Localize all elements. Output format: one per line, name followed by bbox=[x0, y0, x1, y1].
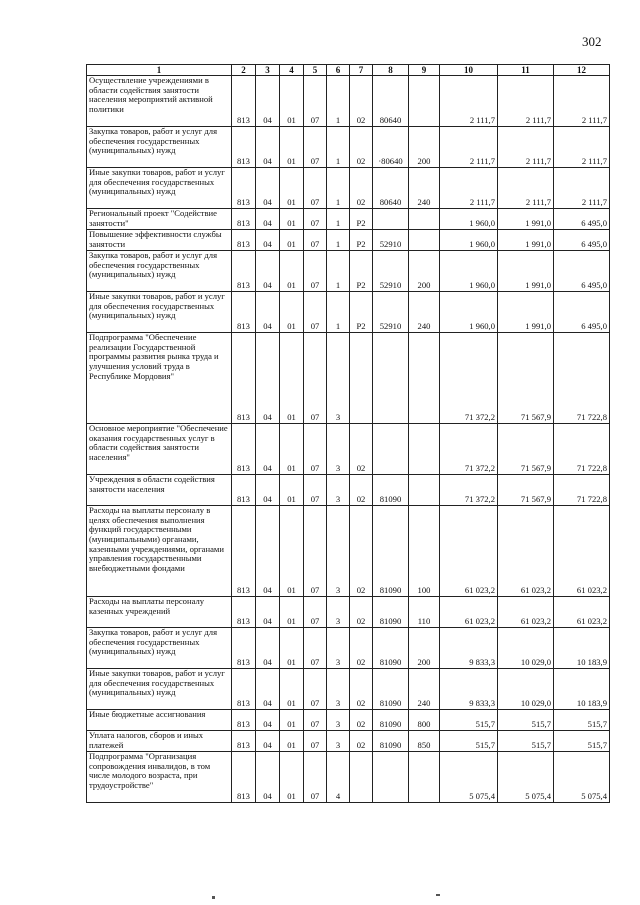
header-cell: 10 bbox=[440, 65, 498, 76]
row-value-cell: 01 bbox=[280, 710, 304, 731]
row-value-cell: 01 bbox=[280, 209, 304, 230]
row-value-cell: 2 111,7 bbox=[498, 76, 554, 127]
row-value-cell: 2 111,7 bbox=[440, 76, 498, 127]
row-value-cell: 07 bbox=[304, 731, 327, 752]
row-name-cell: Закупка товаров, работ и услуг для обеспечения государственных (муниципальных) нужд bbox=[87, 628, 232, 669]
row-value-cell: P2 bbox=[350, 209, 373, 230]
row-value-cell: 01 bbox=[280, 731, 304, 752]
row-value-cell: P2 bbox=[350, 292, 373, 333]
row-value-cell bbox=[409, 76, 440, 127]
row-value-cell: 3 bbox=[327, 424, 350, 475]
row-value-cell: 61 023,2 bbox=[440, 506, 498, 597]
row-value-cell: 3 bbox=[327, 506, 350, 597]
table-row bbox=[87, 506, 610, 597]
row-value-cell: 10 183,9 bbox=[554, 628, 610, 669]
row-value-cell: 1 bbox=[327, 230, 350, 251]
row-value-cell: 813 bbox=[232, 76, 256, 127]
row-value-cell: 800 bbox=[409, 710, 440, 731]
row-value-cell: 240 bbox=[409, 669, 440, 710]
row-value-cell: 81090 bbox=[373, 731, 409, 752]
row-value-cell: 61 023,2 bbox=[498, 597, 554, 628]
table-row bbox=[87, 230, 610, 251]
row-value-cell: 01 bbox=[280, 230, 304, 251]
row-value-cell: 81090 bbox=[373, 669, 409, 710]
row-value-cell: 04 bbox=[256, 475, 280, 506]
row-value-cell: 3 bbox=[327, 333, 350, 424]
row-value-cell: 2 111,7 bbox=[554, 127, 610, 168]
table-row bbox=[87, 710, 610, 731]
row-name-cell: Закупка товаров, работ и услуг для обеспечения государственных (муниципальных) нужд bbox=[87, 127, 232, 168]
header-cell: 8 bbox=[373, 65, 409, 76]
table-header-row bbox=[87, 65, 610, 76]
row-value-cell bbox=[350, 333, 373, 424]
row-value-cell: 515,7 bbox=[440, 710, 498, 731]
row-value-cell: 1 960,0 bbox=[440, 209, 498, 230]
row-value-cell: 100 bbox=[409, 506, 440, 597]
row-value-cell: 1 bbox=[327, 76, 350, 127]
row-value-cell: 61 023,2 bbox=[554, 597, 610, 628]
row-value-cell: 01 bbox=[280, 669, 304, 710]
row-value-cell: 6 495,0 bbox=[554, 251, 610, 292]
row-value-cell: 200 bbox=[409, 628, 440, 669]
row-value-cell bbox=[373, 424, 409, 475]
row-name-cell: Повышение эффективности службы занятости bbox=[87, 230, 232, 251]
header-cell: 7 bbox=[350, 65, 373, 76]
row-value-cell: 01 bbox=[280, 597, 304, 628]
row-name-cell: Уплата налогов, сборов и иных платежей bbox=[87, 731, 232, 752]
row-name-cell: Иные закупки товаров, работ и услуг для обеспечения государственных (муниципальных) нужд bbox=[87, 168, 232, 209]
row-value-cell: 813 bbox=[232, 292, 256, 333]
budget-table bbox=[86, 64, 610, 803]
table-row bbox=[87, 251, 610, 292]
header-cell: 5 bbox=[304, 65, 327, 76]
row-value-cell: 2 111,7 bbox=[440, 168, 498, 209]
row-value-cell: 07 bbox=[304, 710, 327, 731]
row-value-cell: 3 bbox=[327, 731, 350, 752]
header-cell: 9 bbox=[409, 65, 440, 76]
row-value-cell: 80640 bbox=[373, 76, 409, 127]
header-cell: 4 bbox=[280, 65, 304, 76]
row-value-cell: 3 bbox=[327, 597, 350, 628]
row-value-cell: 850 bbox=[409, 731, 440, 752]
row-value-cell: 3 bbox=[327, 475, 350, 506]
row-value-cell: 04 bbox=[256, 292, 280, 333]
table-row bbox=[87, 127, 610, 168]
header-cell: 6 bbox=[327, 65, 350, 76]
row-value-cell: 200 bbox=[409, 127, 440, 168]
header-cell: 1 bbox=[87, 65, 232, 76]
row-value-cell: 2 111,7 bbox=[498, 168, 554, 209]
row-value-cell: 813 bbox=[232, 669, 256, 710]
header-cell: 12 bbox=[554, 65, 610, 76]
row-value-cell: 04 bbox=[256, 597, 280, 628]
row-value-cell: ·80640 bbox=[373, 127, 409, 168]
row-value-cell bbox=[409, 230, 440, 251]
row-value-cell: 3 bbox=[327, 628, 350, 669]
row-value-cell: 813 bbox=[232, 597, 256, 628]
row-value-cell: 1 960,0 bbox=[440, 292, 498, 333]
row-value-cell: 1 bbox=[327, 251, 350, 292]
table-row bbox=[87, 731, 610, 752]
row-value-cell: 5 075,4 bbox=[440, 752, 498, 803]
row-value-cell: 07 bbox=[304, 230, 327, 251]
row-value-cell: 71 567,9 bbox=[498, 333, 554, 424]
row-value-cell: 04 bbox=[256, 209, 280, 230]
header-cell: 3 bbox=[256, 65, 280, 76]
row-name-cell: Иные бюджетные ассигнования bbox=[87, 710, 232, 731]
row-value-cell: 52910 bbox=[373, 292, 409, 333]
row-value-cell: 515,7 bbox=[498, 710, 554, 731]
table-row bbox=[87, 628, 610, 669]
row-value-cell: 01 bbox=[280, 251, 304, 292]
row-name-cell: Иные закупки товаров, работ и услуг для обеспечения государственных (муниципальных) нужд bbox=[87, 669, 232, 710]
row-value-cell: 1 bbox=[327, 127, 350, 168]
row-value-cell: 515,7 bbox=[498, 731, 554, 752]
row-value-cell: 07 bbox=[304, 333, 327, 424]
row-value-cell: 71 372,2 bbox=[440, 475, 498, 506]
row-value-cell: 04 bbox=[256, 127, 280, 168]
row-value-cell: 04 bbox=[256, 731, 280, 752]
table-row bbox=[87, 168, 610, 209]
header-cell: 11 bbox=[498, 65, 554, 76]
row-value-cell: 813 bbox=[232, 731, 256, 752]
row-value-cell: 1 991,0 bbox=[498, 292, 554, 333]
row-value-cell: 02 bbox=[350, 475, 373, 506]
row-value-cell: 01 bbox=[280, 127, 304, 168]
row-value-cell: 1 960,0 bbox=[440, 251, 498, 292]
row-value-cell: 2 111,7 bbox=[554, 76, 610, 127]
row-value-cell: 07 bbox=[304, 209, 327, 230]
table-row bbox=[87, 76, 610, 127]
row-value-cell: 61 023,2 bbox=[440, 597, 498, 628]
row-value-cell: 5 075,4 bbox=[498, 752, 554, 803]
row-value-cell: 240 bbox=[409, 292, 440, 333]
row-value-cell: 01 bbox=[280, 424, 304, 475]
row-value-cell: 2 111,7 bbox=[498, 127, 554, 168]
row-value-cell bbox=[373, 752, 409, 803]
row-value-cell: 813 bbox=[232, 628, 256, 669]
row-value-cell: 81090 bbox=[373, 475, 409, 506]
table-row bbox=[87, 209, 610, 230]
row-name-cell: Расходы на выплаты персоналу казенных учреждений bbox=[87, 597, 232, 628]
row-value-cell: 6 495,0 bbox=[554, 230, 610, 251]
row-value-cell: 71 372,2 bbox=[440, 424, 498, 475]
row-value-cell: 813 bbox=[232, 424, 256, 475]
row-value-cell: 61 023,2 bbox=[498, 506, 554, 597]
row-value-cell: 3 bbox=[327, 710, 350, 731]
row-value-cell: 07 bbox=[304, 251, 327, 292]
row-name-cell: Учреждения в области содействия занятости населения bbox=[87, 475, 232, 506]
row-value-cell: 01 bbox=[280, 76, 304, 127]
row-value-cell: 110 bbox=[409, 597, 440, 628]
row-value-cell: 02 bbox=[350, 76, 373, 127]
row-value-cell: 10 183,9 bbox=[554, 669, 610, 710]
table-row bbox=[87, 669, 610, 710]
row-value-cell: 240 bbox=[409, 168, 440, 209]
row-value-cell: 01 bbox=[280, 168, 304, 209]
row-value-cell: 1 960,0 bbox=[440, 230, 498, 251]
row-value-cell: 01 bbox=[280, 292, 304, 333]
row-value-cell: 02 bbox=[350, 731, 373, 752]
row-value-cell: 04 bbox=[256, 752, 280, 803]
row-value-cell: 07 bbox=[304, 127, 327, 168]
row-value-cell: 1 991,0 bbox=[498, 230, 554, 251]
row-value-cell: 07 bbox=[304, 76, 327, 127]
row-value-cell: 07 bbox=[304, 752, 327, 803]
row-name-cell: Осуществление учреждениями в области содействия занятости населения мероприятий активной политики bbox=[87, 76, 232, 127]
row-value-cell: 9 833,3 bbox=[440, 628, 498, 669]
row-value-cell: 80640 bbox=[373, 168, 409, 209]
row-name-cell: Подпрограмма "Обеспечение реализации Государственной программы развития рынка труда и улучшения условий труда в Республике Мордовия" bbox=[87, 333, 232, 424]
row-value-cell: 04 bbox=[256, 333, 280, 424]
row-value-cell: 02 bbox=[350, 628, 373, 669]
table-row bbox=[87, 292, 610, 333]
row-value-cell: 01 bbox=[280, 475, 304, 506]
row-value-cell: P2 bbox=[350, 251, 373, 292]
page-number: 302 bbox=[582, 34, 602, 49]
row-value-cell bbox=[409, 333, 440, 424]
row-value-cell: 07 bbox=[304, 628, 327, 669]
row-value-cell: 515,7 bbox=[440, 731, 498, 752]
row-value-cell: 07 bbox=[304, 292, 327, 333]
row-value-cell bbox=[373, 209, 409, 230]
row-value-cell: 10 029,0 bbox=[498, 628, 554, 669]
row-name-cell: Региональный проект "Содействие занятости" bbox=[87, 209, 232, 230]
row-value-cell: 02 bbox=[350, 669, 373, 710]
row-value-cell: 02 bbox=[350, 506, 373, 597]
row-value-cell: 02 bbox=[350, 424, 373, 475]
row-value-cell: 813 bbox=[232, 168, 256, 209]
row-value-cell: 07 bbox=[304, 424, 327, 475]
row-value-cell: 07 bbox=[304, 669, 327, 710]
row-value-cell: 07 bbox=[304, 506, 327, 597]
row-value-cell: 6 495,0 bbox=[554, 209, 610, 230]
row-value-cell: 02 bbox=[350, 597, 373, 628]
row-value-cell: 81090 bbox=[373, 710, 409, 731]
row-value-cell: P2 bbox=[350, 230, 373, 251]
row-value-cell: 813 bbox=[232, 333, 256, 424]
row-value-cell bbox=[409, 475, 440, 506]
row-value-cell: 71 722,8 bbox=[554, 333, 610, 424]
row-value-cell: 1 991,0 bbox=[498, 209, 554, 230]
row-name-cell: Основное мероприятие "Обеспечение оказания государственных услуг в области содействия занятости населения" bbox=[87, 424, 232, 475]
row-value-cell bbox=[373, 333, 409, 424]
row-value-cell: 07 bbox=[304, 168, 327, 209]
row-value-cell: 3 bbox=[327, 669, 350, 710]
row-value-cell: 6 495,0 bbox=[554, 292, 610, 333]
table-row bbox=[87, 424, 610, 475]
row-value-cell: 71 372,2 bbox=[440, 333, 498, 424]
table-row bbox=[87, 333, 610, 424]
row-value-cell: 61 023,2 bbox=[554, 506, 610, 597]
row-value-cell: 02 bbox=[350, 710, 373, 731]
row-value-cell: 04 bbox=[256, 251, 280, 292]
row-value-cell: 71 722,8 bbox=[554, 475, 610, 506]
row-value-cell: 2 111,7 bbox=[440, 127, 498, 168]
row-value-cell: 02 bbox=[350, 127, 373, 168]
row-value-cell: 04 bbox=[256, 424, 280, 475]
row-name-cell: Подпрограмма "Организация сопровождения инвалидов, в том числе молодого возраста, при трудоустройстве" bbox=[87, 752, 232, 803]
row-value-cell: 10 029,0 bbox=[498, 669, 554, 710]
row-value-cell: 813 bbox=[232, 506, 256, 597]
row-value-cell: 813 bbox=[232, 209, 256, 230]
row-value-cell: 04 bbox=[256, 76, 280, 127]
row-value-cell: 04 bbox=[256, 710, 280, 731]
row-value-cell: 04 bbox=[256, 669, 280, 710]
row-value-cell: 71 567,9 bbox=[498, 424, 554, 475]
row-value-cell: 1 bbox=[327, 168, 350, 209]
row-value-cell: 04 bbox=[256, 506, 280, 597]
row-value-cell: 5 075,4 bbox=[554, 752, 610, 803]
header-cell: 2 bbox=[232, 65, 256, 76]
row-value-cell: 200 bbox=[409, 251, 440, 292]
scan-dot bbox=[436, 894, 440, 896]
table-row bbox=[87, 475, 610, 506]
row-value-cell: 02 bbox=[350, 168, 373, 209]
row-value-cell bbox=[350, 752, 373, 803]
row-name-cell: Иные закупки товаров, работ и услуг для обеспечения государственных (муниципальных) нужд bbox=[87, 292, 232, 333]
row-value-cell: 04 bbox=[256, 628, 280, 669]
row-value-cell: 01 bbox=[280, 506, 304, 597]
row-value-cell: 71 567,9 bbox=[498, 475, 554, 506]
row-value-cell: 2 111,7 bbox=[554, 168, 610, 209]
row-value-cell: 9 833,3 bbox=[440, 669, 498, 710]
row-value-cell: 813 bbox=[232, 475, 256, 506]
row-value-cell: 813 bbox=[232, 710, 256, 731]
row-value-cell: 813 bbox=[232, 251, 256, 292]
row-value-cell: 04 bbox=[256, 168, 280, 209]
row-value-cell: 1 bbox=[327, 209, 350, 230]
row-value-cell: 04 bbox=[256, 230, 280, 251]
row-value-cell: 81090 bbox=[373, 597, 409, 628]
row-value-cell: 01 bbox=[280, 628, 304, 669]
row-value-cell: 813 bbox=[232, 127, 256, 168]
row-value-cell: 52910 bbox=[373, 230, 409, 251]
row-value-cell: 4 bbox=[327, 752, 350, 803]
row-name-cell: Закупка товаров, работ и услуг для обеспечения государственных (муниципальных) нужд bbox=[87, 251, 232, 292]
row-value-cell: 81090 bbox=[373, 628, 409, 669]
row-value-cell: 01 bbox=[280, 752, 304, 803]
scan-dot bbox=[212, 896, 215, 899]
row-value-cell: 813 bbox=[232, 230, 256, 251]
table-row bbox=[87, 597, 610, 628]
row-value-cell: 1 bbox=[327, 292, 350, 333]
row-value-cell: 07 bbox=[304, 597, 327, 628]
row-value-cell: 515,7 bbox=[554, 731, 610, 752]
row-value-cell: 81090 bbox=[373, 506, 409, 597]
row-value-cell: 515,7 bbox=[554, 710, 610, 731]
row-value-cell: 07 bbox=[304, 475, 327, 506]
table-row bbox=[87, 752, 610, 803]
row-value-cell: 71 722,8 bbox=[554, 424, 610, 475]
row-name-cell: Расходы на выплаты персоналу в целях обеспечения выполнения функций государственными (муниципальными) органами, казенными учреждениями, органами управления государственными внебюджетными фондами bbox=[87, 506, 232, 597]
row-value-cell: 01 bbox=[280, 333, 304, 424]
row-value-cell bbox=[409, 424, 440, 475]
row-value-cell: 813 bbox=[232, 752, 256, 803]
row-value-cell: 1 991,0 bbox=[498, 251, 554, 292]
row-value-cell bbox=[409, 752, 440, 803]
row-value-cell bbox=[409, 209, 440, 230]
row-value-cell: 52910 bbox=[373, 251, 409, 292]
